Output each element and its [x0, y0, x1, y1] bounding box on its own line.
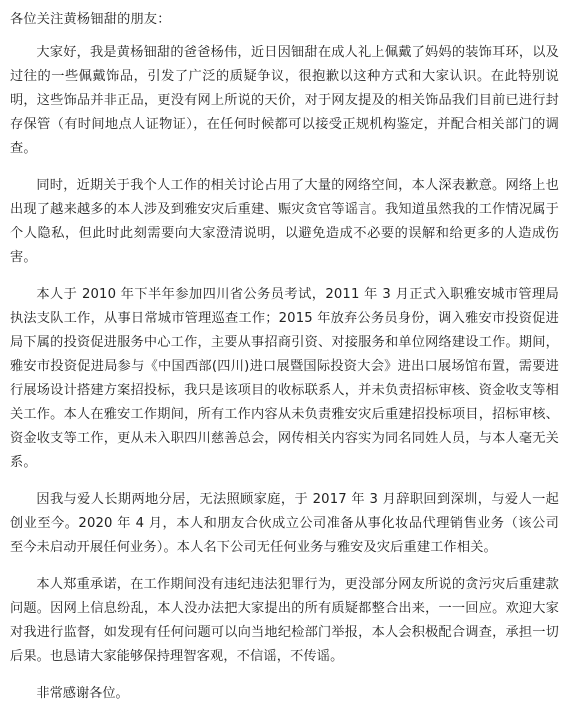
letter-greeting: 各位关注黄杨钿甜的朋友：	[10, 12, 171, 27]
paragraph-work-history: 本人于 2010 年下半年参加四川省公务员考试，2011 年 3 月正式入职雅安城市管理局执法支队工作，从事日常城市管理巡查工作；2015 年放弃公务员身份，调入雅安市投资促进局下属的投资促进服务中心工作，主要从事招商引资、对接服务和单位网络建设工作。期间，雅安市投资促进局参与《中国西部(四川)进口展暨国际投资大会》进出口展场馆布置，需要进行展场设计搭建方案招投标，我只是该项目的收标联系人，并未负责招标审核、资金收支等相关工作。本人在雅安工作期间，所有工作内容从未负责雅安灾后重建招投标项目，招标审核、资金收支等工作，更从未入职四川慈善总会，网传相关内容实为同名同姓人员，与本人毫无关系。	[10, 287, 559, 470]
paragraph-resignation-business: 因我与爱人长期两地分居，无法照顾家庭，于 2017 年 3 月辞职回到深圳，与爱人一起创业至今。2020 年 4 月，本人和朋友合伙成立公司准备从事化妆品代理销售业务（该公司至今未启动开展任何业务）。本人名下公司无任何业务与雅安及灾后重建工作相关。	[10, 492, 559, 555]
paragraph-apology-jewelry: 大家好，我是黄杨钿甜的爸爸杨伟，近日因钿甜在成人礼上佩戴了妈妈的装饰耳环，以及过往的一些佩戴饰品，引发了广泛的质疑争议，很抱歉以这种方式和大家认识。在此特别说明，这些饰品并非正品，更没有网上所说的天价，对于网友提及的相关饰品我们目前已进行封存保管（有时间地点人证物证），在任何时候都可以接受正规机构鉴定，并配合相关部门的调查。	[10, 45, 559, 156]
paragraph-work-rumors: 同时，近期关于我个人工作的相关讨论占用了大量的网络空间，本人深表歉意。网络上也出现了越来越多的本人涉及到雅安灾后重建、赈灾贪官等谣言。我知道虽然我的工作情况属于个人隐私，但此时此刻需要向大家澄清说明，以避免造成不必要的误解和给更多的人造成伤害。	[10, 178, 559, 265]
letter-closing: 非常感谢各位。	[36, 686, 129, 701]
paragraph-commitment: 本人郑重承诺，在工作期间没有违纪违法犯罪行为，更没部分网友所说的贪污灾后重建款问题。因网上信息纷乱，本人没办法把大家提出的所有质疑都整合出来，一一回应。欢迎大家对我进行监督，如发现有任何问题可以向当地纪检部门举报，本人会积极配合调查，承担一切后果。也恳请大家能够保持理智客观，不信谣，不传谣。	[10, 577, 559, 664]
